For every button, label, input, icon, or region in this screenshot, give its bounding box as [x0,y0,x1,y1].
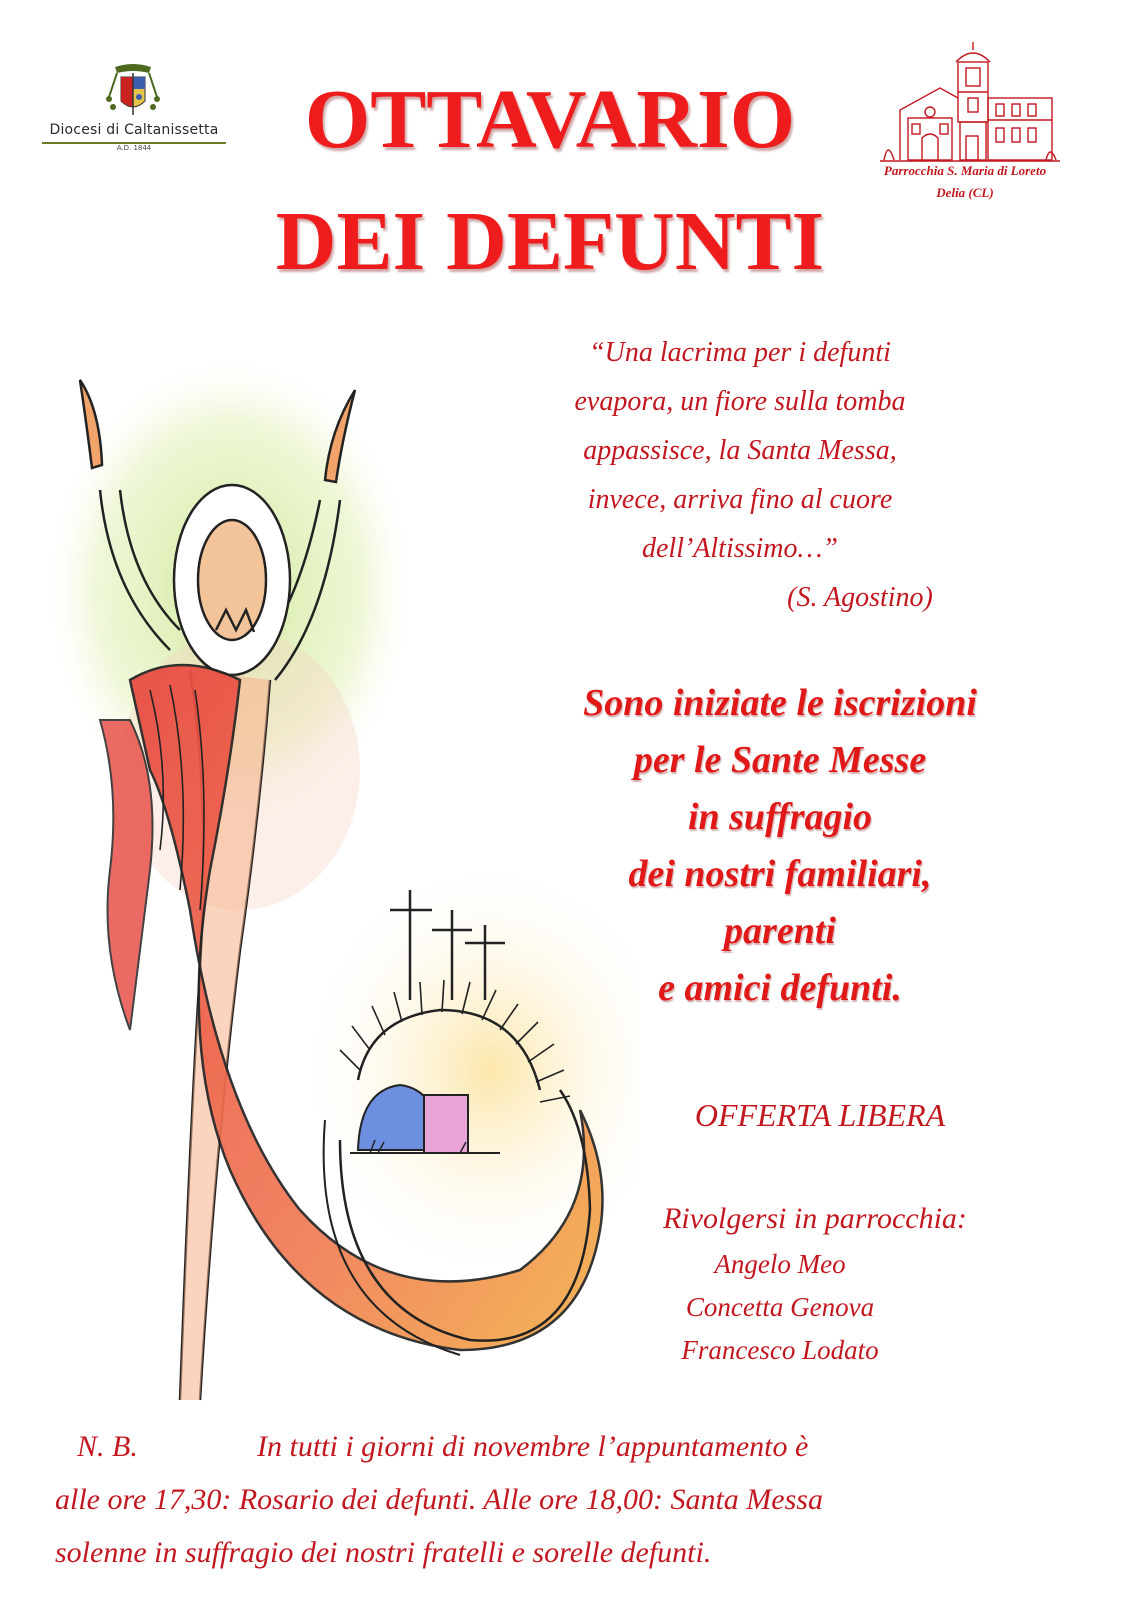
diocese-year: A.D. 1844 [116,144,152,152]
announcement-line: per le Sante Messe [633,739,927,781]
announcement-line: in suffragio [687,796,873,838]
quote-line: “Una lacrima per i defunti [589,337,891,368]
page-title-line-1: OTTAVARIO [304,73,796,166]
contact-list [630,1243,930,1372]
church-drawing-icon [880,40,1060,164]
quote-line: dell’Altissimo…” [641,533,838,564]
diocese-name: Diocesi di Caltanissetta [49,122,219,138]
contact-name: Angelo Meo [714,1249,846,1279]
announcement-line: Sono iniziate le iscrizioni [583,682,977,724]
page-title-line-2: DEI DEFUNTI [275,195,825,288]
note-line-2: alle ore 17,30: Rosario dei defunti. Alle ore 18,00: Santa Messa [55,1483,823,1516]
note-block [55,1420,1095,1579]
diocese-crest-icon [103,63,163,121]
parish-name: Parrocchia S. Maria di Loreto [883,163,1047,178]
announcement-line: e amici defunti. [658,967,902,1009]
note-text-1: In tutti i giorni di novembre l’appuntamento è [257,1430,809,1463]
note-line-1 [55,1420,1095,1473]
parish-town: Delia (CL) [936,185,994,200]
announcement-line: parenti [724,910,836,952]
contact-name: Francesco Lodato [681,1335,879,1365]
quote-block [520,328,960,573]
quote-line: appassisce, la Santa Messa, [583,435,897,466]
note-line-3: solenne in suffragio dei nostri fratelli e sorelle defunti. [55,1536,712,1569]
note-label: N. B. [77,1430,138,1463]
free-offer-text: OFFERTA LIBERA [694,1097,946,1133]
contact-title: Rivolgersi in parrocchia: [663,1202,967,1235]
quote-author: (S. Agostino) [787,582,933,613]
quote-line: evapora, un fiore sulla tomba [574,386,906,417]
announcement [510,675,1050,1017]
contact-name: Concetta Genova [685,1292,875,1322]
announcement-line: dei nostri familiari, [628,853,932,895]
quote-line: invece, arriva fino al cuore [587,484,893,515]
